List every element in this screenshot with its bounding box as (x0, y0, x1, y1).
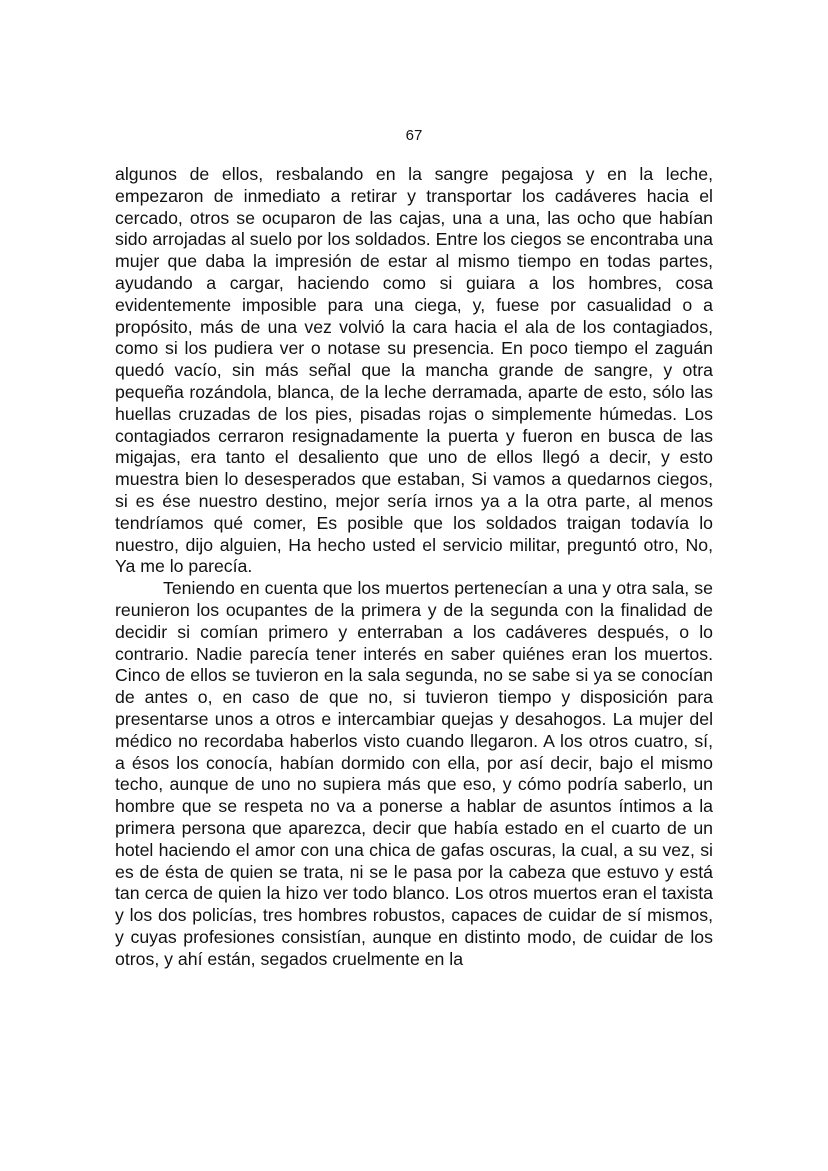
paragraph-2: Teniendo en cuenta que los muertos pertenecían a una y otra sala, se reunieron los ocupantes de la primera y de la segunda con la finalidad de decidir si comían primero y enterraban a los cadáveres después, o lo contrario. Nadie parecía tener interés en saber quiénes eran los muertos. Cinco de ellos se tuvieron en la sala segunda, no se sabe si ya se conocían de antes o, en caso de que no, si tuvieron tiempo y disposición para presentarse unos a otros e intercambiar quejas y desahogos. La mujer del médico no recordaba haberlos visto cuando llegaron. A los otros cuatro, sí, a ésos los conocía, habían dormido con ella, por así decir, bajo el mismo techo, aunque de uno no supiera más que eso, y cómo podría saberlo, un hombre que se respeta no va a ponerse a hablar de asuntos íntimos a la primera persona que aparezca, decir que había estado en el cuarto de un hotel haciendo el amor con una chica de gafas oscuras, la cual, a su vez, si es de ésta de quien se trata, ni se le pasa por la cabeza que estuvo y está tan cerca de quien la hizo ver todo blanco. Los otros muertos eran el taxista y los dos policías, tres hombres robustos, capaces de cuidar de sí mismos, y cuyas profesiones consistían, aunque en distinto modo, de cuidar de los otros, y ahí están, segados cruelmente en la (115, 578, 713, 969)
body-text (115, 164, 713, 970)
page-number: 67 (405, 127, 423, 144)
paragraph-1: algunos de ellos, resbalando en la sangre pegajosa y en la leche, empezaron de inmediato a retirar y transportar los cadáveres hacia el cercado, otros se ocuparon de las cajas, una a una, las ocho que habían sido arrojadas al suelo por los soldados. Entre los ciegos se encontraba una mujer que daba la impresión de estar al mismo tiempo en todas partes, ayudando a cargar, haciendo como si guiara a los hombres, cosa evidentemente imposible para una ciega, y, fuese por casualidad o a propósito, más de una vez volvió la cara hacia el ala de los contagiados, como si los pudiera ver o notase su presencia. En poco tiempo el zaguán quedó vacío, sin más señal que la mancha grande de sangre, y otra pequeña rozándola, blanca, de la leche derramada, aparte de esto, sólo las huellas cruzadas de los pies, pisadas rojas o simplemente húmedas. Los contagiados cerraron resignadamente la puerta y fueron en busca de las migajas, era tanto el desaliento que uno de ellos llegó a decir, y esto muestra bien lo desesperados que estaban, Si vamos a quedarnos ciegos, si es ése nuestro destino, mejor sería irnos ya a la otra parte, al menos tendríamos qué comer, Es posible que los soldados traigan todavía lo nuestro, dijo alguien, Ha hecho usted el servicio militar, preguntó otro, No, Ya me lo parecía. (115, 164, 713, 577)
